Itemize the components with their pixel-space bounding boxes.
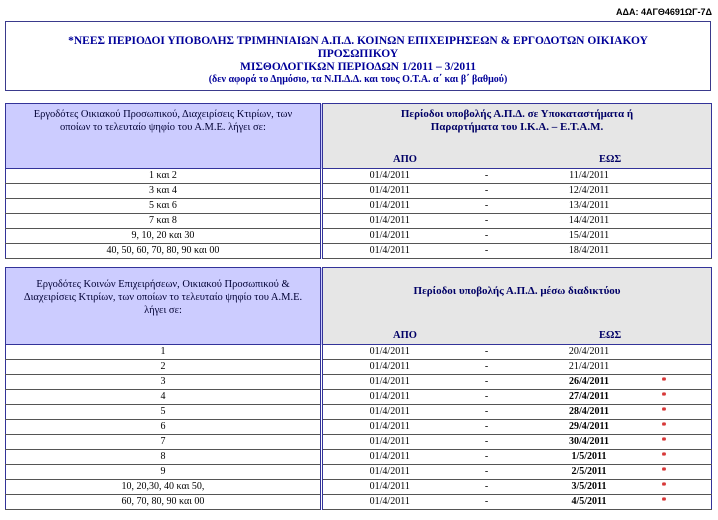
row-to-date: 18/4/2011 — [517, 244, 662, 259]
row-to-date: 30/4/2011 — [517, 435, 662, 450]
row-from-date: 01/4/2011 — [322, 465, 457, 480]
row-digits: 7 και 8 — [6, 214, 322, 229]
row-digits: 5 και 6 — [6, 199, 322, 214]
row-digits: 1 — [6, 345, 322, 360]
table-row — [6, 390, 712, 405]
row-to-date: 15/4/2011 — [517, 229, 662, 244]
row-dash: - — [457, 360, 517, 375]
row-to-date: 4/5/2011 — [517, 495, 662, 510]
table-row — [6, 405, 712, 420]
row-asterisk — [662, 345, 712, 360]
ada-code: ΑΔΑ: 4ΑΓΘ4691ΩΓ-7Δ — [616, 7, 712, 17]
row-from-date: 01/4/2011 — [322, 435, 457, 450]
table1-right-header-text: Περίοδοι υποβολής Α.Π.Δ. σε Υποκαταστήματα ή Παραρτήματα του Ι.Κ.Α. – Ε.Τ.Α.Μ. — [400, 108, 634, 133]
table1-left-header-text: Εργοδότες Οικιακού Προσωπικού, Διαχειρίσεις Κτιρίων, των οποίων το τελευταίο ψηφίο του Α.Μ.Ε. λήγει σε: — [33, 109, 293, 133]
row-digits: 2 — [6, 360, 322, 375]
row-asterisk: * — [662, 375, 712, 390]
row-asterisk: * — [662, 435, 712, 450]
row-from-date: 01/4/2011 — [322, 345, 457, 360]
table-row — [6, 435, 712, 450]
row-digits: 9 — [6, 465, 322, 480]
table-row — [6, 465, 712, 480]
table2-col-from: ΑΠΟ — [393, 330, 417, 341]
row-asterisk — [662, 244, 712, 259]
row-dash: - — [457, 390, 517, 405]
row-to-date: 28/4/2011 — [517, 405, 662, 420]
row-from-date: 01/4/2011 — [322, 405, 457, 420]
row-from-date: 01/4/2011 — [322, 199, 457, 214]
table2-right-header-text: Περίοδοι υποβολής Α.Π.Δ. μέσω διαδικτύου — [413, 285, 621, 297]
row-from-date: 01/4/2011 — [322, 375, 457, 390]
row-to-date: 12/4/2011 — [517, 184, 662, 199]
table1-right-header — [322, 104, 712, 169]
row-digits: 1 και 2 — [6, 169, 322, 184]
row-to-date: 13/4/2011 — [517, 199, 662, 214]
row-asterisk: * — [662, 465, 712, 480]
table-row — [6, 244, 712, 259]
row-digits: 40, 50, 60, 70, 80, 90 και 00 — [6, 244, 322, 259]
row-asterisk: * — [662, 450, 712, 465]
row-dash: - — [457, 375, 517, 390]
table-row — [6, 360, 712, 375]
row-from-date: 01/4/2011 — [322, 420, 457, 435]
row-dash: - — [457, 229, 517, 244]
table-row — [6, 420, 712, 435]
row-from-date: 01/4/2011 — [322, 495, 457, 510]
row-asterisk — [662, 169, 712, 184]
row-dash: - — [457, 480, 517, 495]
header-note: (δεν αφορά το Δημόσιο, τα Ν.Π.Δ.Δ. και τους Ο.Τ.Α. α΄ και β΄ βαθμού) — [208, 74, 508, 85]
row-from-date: 01/4/2011 — [322, 450, 457, 465]
row-dash: - — [457, 169, 517, 184]
row-to-date: 26/4/2011 — [517, 375, 662, 390]
row-to-date: 29/4/2011 — [517, 420, 662, 435]
header-star: * — [68, 35, 74, 47]
row-dash: - — [457, 465, 517, 480]
table-row — [6, 450, 712, 465]
row-dash: - — [457, 405, 517, 420]
row-dash: - — [457, 214, 517, 229]
row-asterisk — [662, 229, 712, 244]
row-digits: 4 — [6, 390, 322, 405]
row-asterisk: * — [662, 495, 712, 510]
header-title — [6, 35, 710, 61]
row-asterisk: * — [662, 420, 712, 435]
row-dash: - — [457, 435, 517, 450]
row-asterisk: * — [662, 480, 712, 495]
row-to-date: 11/4/2011 — [517, 169, 662, 184]
table-online-submission — [5, 267, 712, 510]
table-branch-submission — [5, 103, 712, 259]
row-to-date: 2/5/2011 — [517, 465, 662, 480]
row-digits: 60, 70, 80, 90 και 00 — [6, 495, 322, 510]
table-row — [6, 169, 712, 184]
row-digits: 8 — [6, 450, 322, 465]
row-dash: - — [457, 450, 517, 465]
table1-left-header — [6, 104, 322, 169]
table2-col-to: ΕΩΣ — [599, 330, 622, 341]
row-dash: - — [457, 199, 517, 214]
table2-left-header-text: Εργοδότες Κοινών Επιχειρήσεων, Οικιακού Προσωπικού & Διαχειρίσεις Κτιρίων, των οποίων το τελευταίο ψηφίο του Α.Μ.Ε. λήγει σε: — [23, 279, 303, 316]
row-asterisk — [662, 199, 712, 214]
row-to-date: 14/4/2011 — [517, 214, 662, 229]
row-to-date: 1/5/2011 — [517, 450, 662, 465]
row-from-date: 01/4/2011 — [322, 390, 457, 405]
row-digits: 9, 10, 20 και 30 — [6, 229, 322, 244]
row-dash: - — [457, 244, 517, 259]
table-row — [6, 184, 712, 199]
row-digits: 3 και 4 — [6, 184, 322, 199]
table1-col-to: ΕΩΣ — [599, 154, 622, 165]
table1-col-from: ΑΠΟ — [393, 154, 417, 165]
row-asterisk — [662, 184, 712, 199]
row-dash: - — [457, 184, 517, 199]
row-dash: - — [457, 420, 517, 435]
table-row — [6, 214, 712, 229]
row-to-date: 27/4/2011 — [517, 390, 662, 405]
table-row — [6, 229, 712, 244]
table2-right-header — [322, 268, 712, 345]
row-dash: - — [457, 495, 517, 510]
row-from-date: 01/4/2011 — [322, 360, 457, 375]
row-asterisk — [662, 214, 712, 229]
row-from-date: 01/4/2011 — [322, 184, 457, 199]
row-from-date: 01/4/2011 — [322, 214, 457, 229]
table-row — [6, 345, 712, 360]
row-asterisk: * — [662, 390, 712, 405]
row-digits: 10, 20,30, 40 και 50, — [6, 480, 322, 495]
row-from-date: 01/4/2011 — [322, 244, 457, 259]
row-digits: 7 — [6, 435, 322, 450]
header-period: ΜΙΣΘΟΛΟΓΙΚΩΝ ΠΕΡΙΟΔΩΝ 1/2011 – 3/2011 — [240, 61, 476, 73]
row-dash: - — [457, 345, 517, 360]
row-from-date: 01/4/2011 — [322, 480, 457, 495]
table-row — [6, 375, 712, 390]
row-digits: 5 — [6, 405, 322, 420]
header-title-text: ΝΕΕΣ ΠΕΡΙΟΔΟΙ ΥΠΟΒΟΛΗΣ ΤΡΙΜΗΝΙΑΙΩΝ Α.Π.Δ. ΚΟΙΝΩΝ ΕΠΙΧΕΙΡΗΣΕΩΝ & ΕΡΓΟΔΟΤΩΝ ΟΙΚΙΑΚΟΥ ΠΡΟΣΩΠΙΚΟΥ — [73, 35, 648, 60]
row-to-date: 3/5/2011 — [517, 480, 662, 495]
row-asterisk: * — [662, 405, 712, 420]
table2-left-header — [6, 268, 322, 345]
row-from-date: 01/4/2011 — [322, 169, 457, 184]
row-from-date: 01/4/2011 — [322, 229, 457, 244]
row-to-date: 21/4/2011 — [517, 360, 662, 375]
table-row — [6, 480, 712, 495]
table-row — [6, 199, 712, 214]
document-header — [5, 21, 711, 91]
row-digits: 6 — [6, 420, 322, 435]
table-row — [6, 495, 712, 510]
row-digits: 3 — [6, 375, 322, 390]
row-to-date: 20/4/2011 — [517, 345, 662, 360]
row-asterisk — [662, 360, 712, 375]
